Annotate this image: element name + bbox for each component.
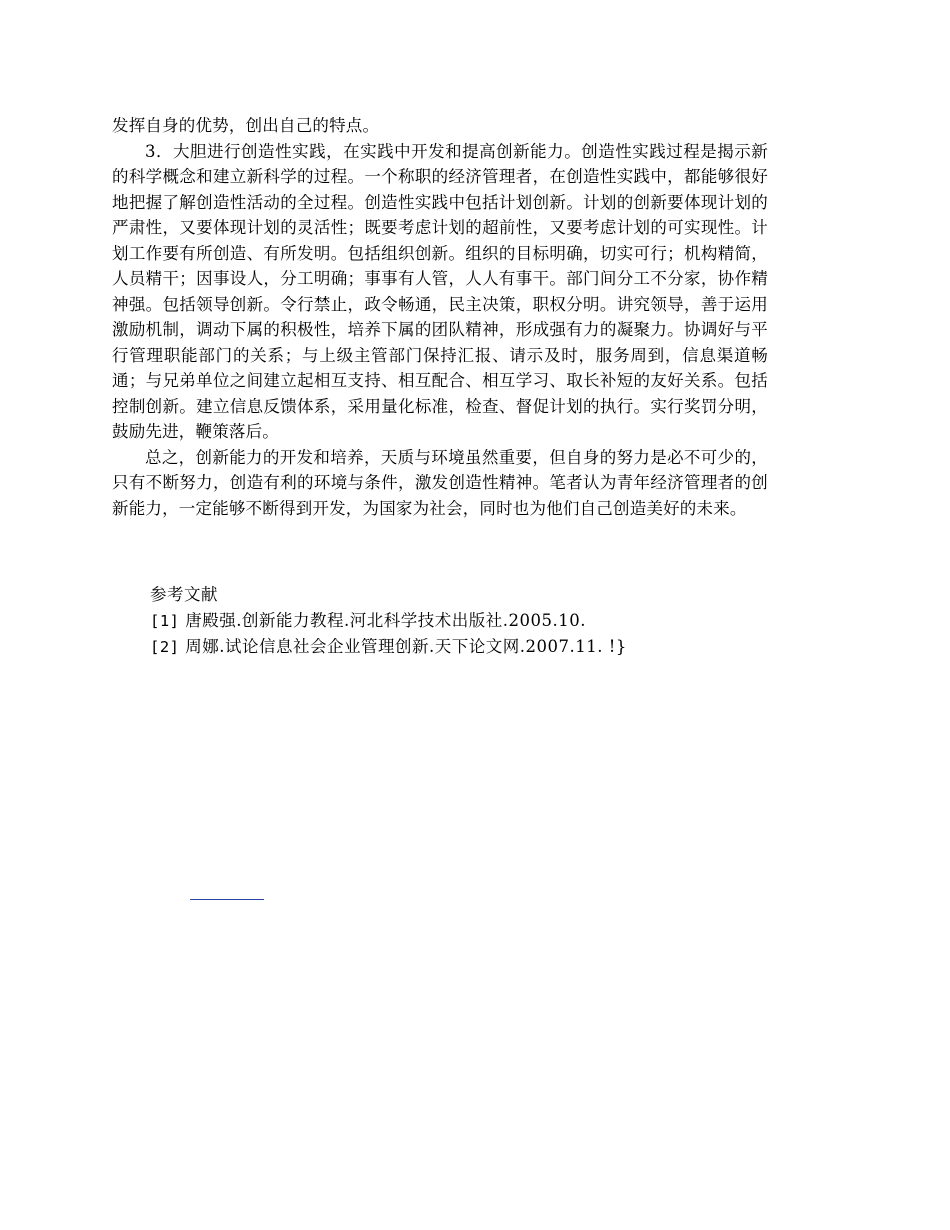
paragraph-item-3: 3．大胆进行创造性实践，在实践中开发和提高创新能力。创造性实践过程是揭示新的科学概念和建立新科学的过程。一个称职的经济管理者，在创造性实践中，都能够很好地把握了解创造性活动的全过程。创造性实践中包括计划创新。计划的创新要体现计划的严肃性，又要体现计划的灵活性；既要考虑计划的超前性，又要考虑计划的可实现性。计划工作要有所创造、有所发明。包括组织创新。组织的目标明确，切实可行；机构精简，人员精干；因事设人，分工明确；事事有人管，人人有事干。部门间分工不分家，协作精神强。包括领导创新。令行禁止，政令畅通，民主决策，职权分明。讲究领导，善于运用激励机制，调动下属的积极性，培养下属的团队精神，形成强有力的凝聚力。协调好与平行管理职能部门的关系；与上级主管部门保持汇报、请示及时，服务周到，信息渠道畅通；与兄弟单位之间建立起相互支持、相互配合、相互学习、取长补短的友好关系。包括控制创新。建立信息反馈体系，采用量化标准，检查、督促计划的执行。实行奖罚分明，鼓励先进，鞭策落后。 — [112, 141, 768, 441]
paragraph-conclusion: 总之，创新能力的开发和培养，天质与环境虽然重要，但自身的努力是必不可少的，只有不断努力，创造有利的环境与条件，激发创造性精神。笔者认为青年经济管理者的创新能力，一定能够不断得到开发，为国家为社会，同时也为他们自己创造美好的未来。 — [112, 447, 768, 518]
reference-text: 唐殿强.创新能力教程.河北科学技术出版社.2005.10. — [185, 610, 586, 630]
references-section — [150, 582, 790, 661]
reference-index: [2] — [150, 638, 180, 656]
references-heading: 参考文献 — [150, 585, 218, 604]
reference-text: 周娜.试论信息社会企业管理创新.天下论文网.2007.11. !} — [185, 637, 627, 656]
reference-item-2 — [150, 634, 790, 661]
paragraph-continuation: 发挥自身的优势，创出自己的特点。 — [112, 116, 380, 135]
reference-index: [1] — [150, 611, 180, 630]
body-text — [112, 113, 768, 521]
reference-item-1 — [150, 608, 790, 635]
footnote-separator-line — [190, 899, 264, 900]
